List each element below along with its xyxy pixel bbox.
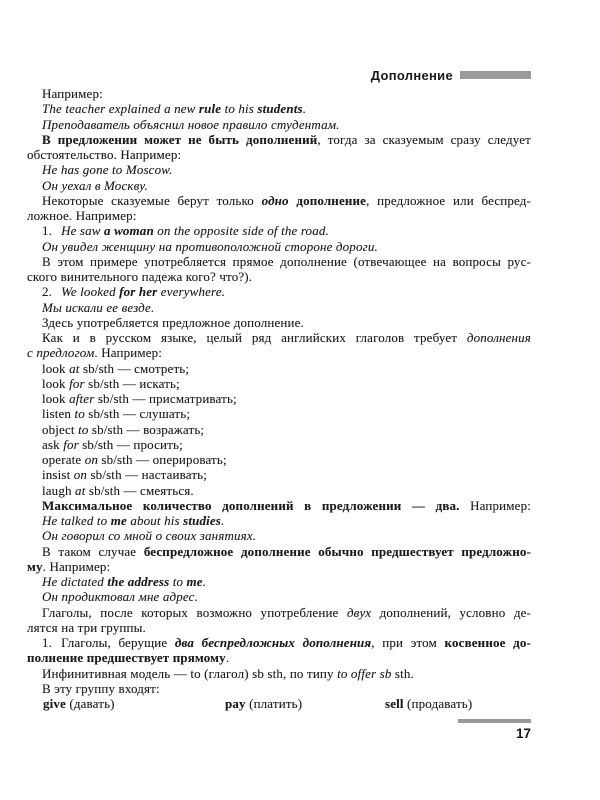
page-number: 17 <box>515 726 531 741</box>
text-segment: at <box>69 360 80 376</box>
text-segment: sb/sth — искать; <box>84 375 180 391</box>
text-line <box>27 101 531 116</box>
text-line <box>27 117 531 132</box>
text-segment: He has gone to Moscow. <box>42 162 173 178</box>
footer-bar-decoration <box>458 719 531 723</box>
text-segment: look <box>42 391 70 406</box>
text-line <box>27 269 531 284</box>
text-line <box>27 696 531 711</box>
text-line <box>27 223 531 238</box>
text-segment: , предложное или беспред- <box>366 192 531 208</box>
text-segment: два беспредложных дополнения <box>174 635 372 650</box>
text-segment: одно <box>261 192 297 208</box>
text-segment: Он уехал в Москву. <box>42 177 148 193</box>
text-line <box>27 330 531 345</box>
text-segment: (давать) <box>65 696 115 711</box>
text-line <box>27 300 531 315</box>
column-item <box>385 696 472 711</box>
text-line <box>27 391 531 406</box>
text-segment: полнение предшествует прямому <box>27 650 226 666</box>
text-segment: . Например: <box>94 345 163 361</box>
text-line <box>27 452 531 467</box>
text-segment: on the opposite side of the road. <box>153 223 329 239</box>
text-line <box>27 528 531 543</box>
text-segment: дополнение <box>296 192 367 208</box>
text-line <box>27 345 531 360</box>
text-segment: (продавать) <box>403 696 473 711</box>
text-segment: look <box>42 360 70 376</box>
text-segment: В этом примере употребляется прямое дополнение (отвечающее на вопросы рус- <box>42 253 531 269</box>
text-segment: give <box>43 696 66 711</box>
text-segment: to his <box>221 101 258 117</box>
text-line <box>27 162 531 177</box>
text-segment: , тогда за сказуемым сразу следует <box>317 131 532 147</box>
text-segment: Преподаватель объяснил новое правило студентам. <box>42 116 340 132</box>
text-segment: Например: <box>459 497 531 513</box>
column-item <box>225 696 302 711</box>
text-segment: . <box>221 513 225 528</box>
text-segment: (платить) <box>245 696 303 711</box>
text-segment: object <box>42 421 79 437</box>
text-segment: sb/sth — просить; <box>78 436 183 452</box>
text-segment: В эту группу входят: <box>42 680 160 696</box>
text-segment: sb/sth — возражать; <box>88 421 205 437</box>
text-segment: listen <box>42 406 75 422</box>
text-segment: Как и в русском языке, целый ряд английских глаголов требует <box>42 330 467 345</box>
text-segment: sb/sth — присматривать; <box>94 391 237 406</box>
text-segment: 1. <box>42 635 53 650</box>
text-line <box>27 467 531 482</box>
text-segment: for her <box>119 284 158 300</box>
text-segment: Например: <box>42 86 103 101</box>
text-line <box>27 544 531 559</box>
text-segment: a woman <box>104 223 154 239</box>
text-line <box>27 193 531 208</box>
text-line <box>27 483 531 498</box>
text-segment: ского винительного падежа кого? что?). <box>27 269 253 284</box>
text-segment: me <box>110 513 127 528</box>
text-segment: everywhere. <box>157 284 226 300</box>
text-segment: Он говорил со мной о своих занятиях. <box>42 528 257 544</box>
text-segment: ложное. Например: <box>27 208 137 223</box>
text-line <box>27 574 531 589</box>
text-line <box>27 422 531 437</box>
text-line <box>27 498 531 513</box>
text-segment: ask <box>42 436 64 452</box>
text-segment: sb/sth — оперировать; <box>98 452 227 467</box>
text-segment: to <box>78 421 89 437</box>
text-line <box>27 650 531 665</box>
text-segment: Мы искали ее везде. <box>42 299 155 315</box>
text-segment: Инфинитивная модель — to (глагол) sb sth, по типу <box>42 665 338 681</box>
text-line <box>27 559 531 574</box>
text-segment: В предложении может не быть дополнений <box>42 131 318 147</box>
text-segment: for <box>63 436 79 452</box>
text-line <box>27 666 531 681</box>
text-segment: at <box>75 482 86 498</box>
text-line <box>27 284 531 299</box>
page-header <box>27 68 531 82</box>
text-line <box>27 86 531 101</box>
text-segment: to <box>74 406 85 422</box>
text-line <box>27 376 531 391</box>
text-segment: after <box>69 391 95 406</box>
text-segment: Он увидел женщину на противоположной стороне дороги. <box>42 238 378 254</box>
text-line <box>27 589 531 604</box>
text-segment: Глаголы, после которых возможно употребление <box>42 604 347 620</box>
text-segment: me <box>186 574 203 589</box>
text-line <box>27 254 531 269</box>
text-line <box>27 437 531 452</box>
text-segment: Глаголы, берущие <box>61 635 175 650</box>
text-segment: беспредложное дополнение обычно предшествует предложно- <box>143 543 531 559</box>
text-segment: sb/sth — смотреть; <box>79 360 190 376</box>
text-segment: Он продиктовал мне адрес. <box>42 589 198 605</box>
text-line <box>27 132 531 147</box>
text-line <box>27 147 531 162</box>
text-segment: students <box>257 101 303 117</box>
text-segment: for <box>69 375 85 391</box>
text-segment: on <box>84 452 99 467</box>
text-segment: sb/sth — настаивать; <box>87 467 208 483</box>
text-block <box>27 86 531 711</box>
text-segment: sth. <box>391 665 414 681</box>
text-line <box>27 620 531 635</box>
text-segment: look <box>42 375 70 391</box>
text-segment: Максимальное количество дополнений в предложении — два. <box>42 497 460 513</box>
text-segment: sb/sth — слушать; <box>84 406 191 422</box>
text-segment: косвенное до- <box>444 635 531 650</box>
column-item <box>43 696 115 711</box>
text-segment: . Например: <box>42 558 111 574</box>
text-segment: лятся на три группы. <box>27 619 146 635</box>
text-segment: sell <box>385 696 404 711</box>
text-segment: We looked <box>61 284 120 300</box>
header-bar-decoration <box>460 71 531 79</box>
text-segment: He dictated <box>42 574 108 589</box>
text-segment: с предлогом <box>27 345 95 361</box>
text-segment: дополнения <box>466 330 531 345</box>
text-line <box>27 406 531 421</box>
text-segment: Некоторые сказуемые берут только <box>42 192 262 208</box>
text-segment: The teacher explained a new <box>42 101 199 117</box>
text-line <box>27 208 531 223</box>
text-segment: , при этом <box>371 635 445 650</box>
text-line <box>27 315 531 330</box>
text-segment: 2. <box>42 284 53 300</box>
text-line <box>27 681 531 696</box>
text-segment: on <box>73 467 88 483</box>
text-segment: sb/sth — смеяться. <box>85 482 194 498</box>
text-line <box>27 178 531 193</box>
text-segment: двух <box>346 604 372 620</box>
text-line <box>27 513 531 528</box>
text-segment: pay <box>225 696 246 711</box>
text-segment: to <box>169 574 187 589</box>
text-segment: operate <box>42 452 85 467</box>
text-segment: дополнений, условно де- <box>371 604 531 620</box>
section-title: Дополнение <box>370 67 453 83</box>
text-segment: 1. <box>42 223 53 239</box>
text-segment: . <box>302 101 307 117</box>
text-segment: rule <box>198 101 222 117</box>
text-line <box>27 635 531 650</box>
text-segment: studies <box>183 513 222 528</box>
text-segment: about his <box>126 513 184 528</box>
text-segment: В таком случае <box>42 543 144 559</box>
text-segment: . <box>225 650 230 666</box>
text-line <box>27 361 531 376</box>
text-segment: He talked to <box>42 513 111 528</box>
text-segment: обстоятельство. Например: <box>27 147 182 162</box>
text-segment: му <box>27 558 43 574</box>
text-line <box>27 605 531 620</box>
text-segment: laugh <box>42 482 76 498</box>
text-segment: . <box>202 574 207 589</box>
text-line <box>27 239 531 254</box>
text-segment: the address <box>107 574 170 589</box>
text-segment: He saw <box>61 223 105 239</box>
text-segment: Здесь употребляется предложное дополнение. <box>42 314 304 330</box>
text-segment: insist <box>42 467 74 483</box>
text-segment: to offer sb <box>337 665 392 681</box>
